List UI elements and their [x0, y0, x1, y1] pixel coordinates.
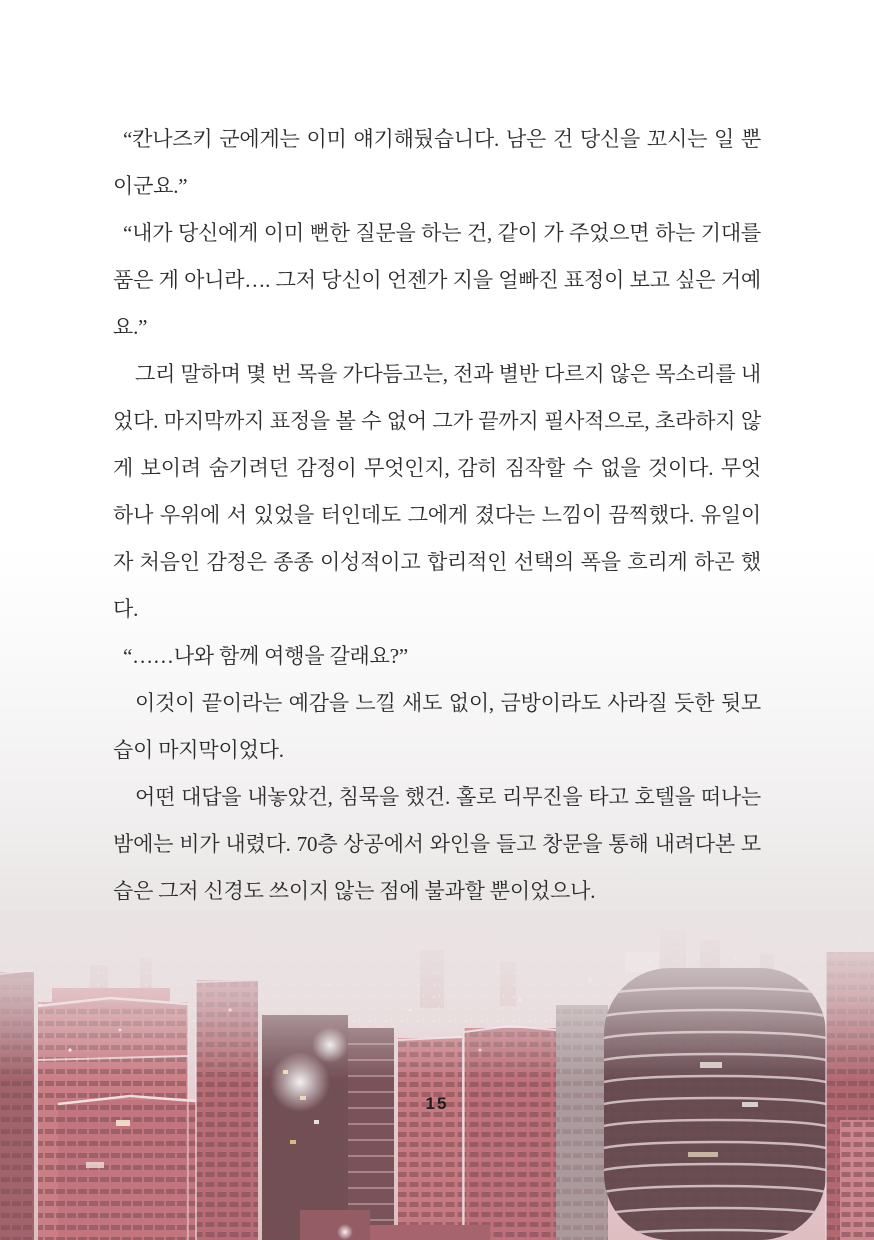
dialogue-line-3: “……나와 함께 여행을 갈래요?”	[123, 644, 408, 668]
narration-1: 그리 말하며 몇 번 목을 가다듬고는, 전과 별반 다르지 않은 목소리를 내었다. 마지막까지 표정을 볼 수 없어 그가 끝까지 필사적으로, 초라하지 않게 보이려 숨기려던 감정이 무엇인지, 감히 짐작할 수 없을 것이다. 무엇 하나 우위에 서 있었을 터인데도 그에게 졌다는 느낌이 끔찍했다. 유일이자 처음인 감정은 종종 이성적이고 합리적인 선택의 폭을 흐리게 하곤 했다.	[113, 362, 761, 621]
dialogue-line-1: “칸나즈키 군에게는 이미 얘기해뒀습니다. 남은 건 당신을 꼬시는 일 뿐이군요.”	[113, 127, 761, 198]
narration-3: 어떤 대답을 내놓았건, 침묵을 했건. 홀로 리무진을 타고 호텔을 떠나는 밤에는 비가 내렸다. 70층 상공에서 와인을 들고 창문을 통해 내려다본 모습은 그저 신경도 쓰이지 않는 점에 불과할 뿐이었으나.	[113, 785, 761, 903]
page-text	[113, 0, 761, 915]
city-skyline-photo	[0, 910, 874, 1240]
page-number: 15	[425, 1094, 449, 1113]
narration-2: 이것이 끝이라는 예감을 느낄 새도 없이, 금방이라도 사라질 듯한 뒷모습이 마지막이었다.	[113, 691, 761, 762]
dialogue-line-2: “내가 당신에게 이미 뻔한 질문을 하는 건, 같이 가 주었으면 하는 기대를 품은 게 아니라…. 그저 당신이 언젠가 지을 얼빠진 표정이 보고 싶은 거예요.”	[113, 221, 761, 339]
